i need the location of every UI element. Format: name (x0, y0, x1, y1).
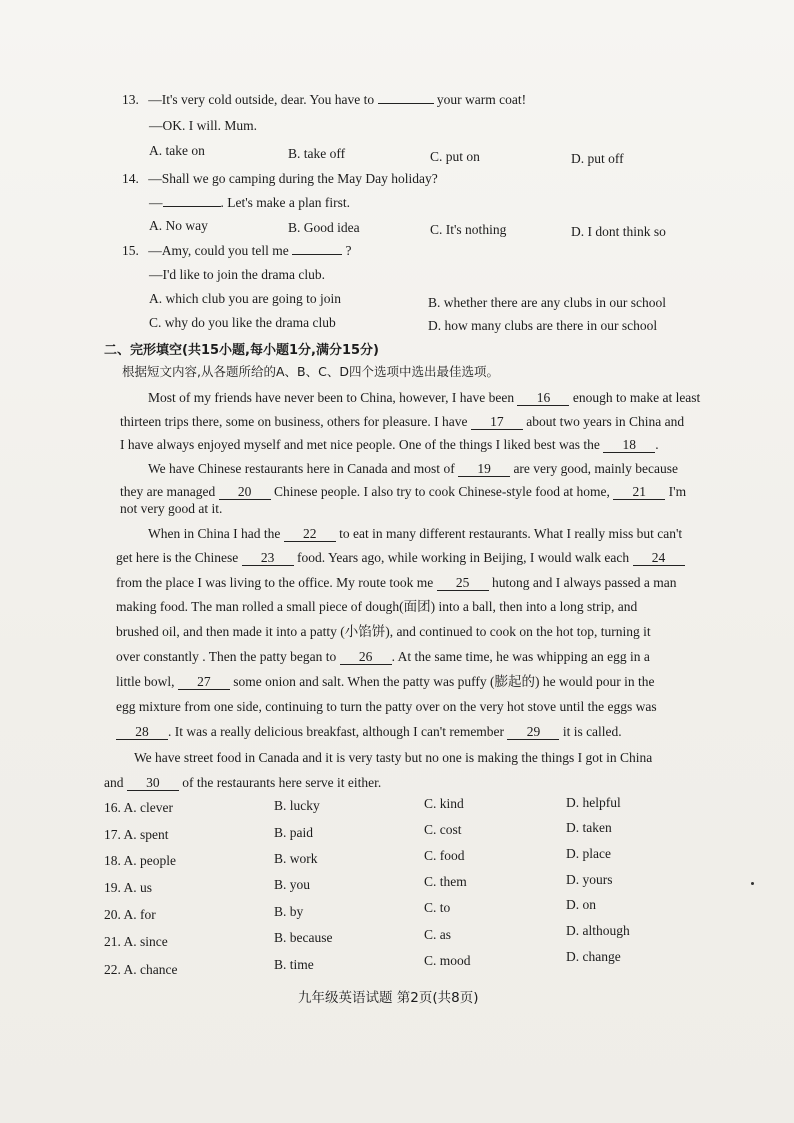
option-16c: C. kind (424, 796, 464, 811)
option-18d: D. place (566, 846, 611, 861)
gap-23: 23 (242, 550, 294, 566)
option-row-22 (104, 962, 177, 978)
gap-29: 29 (507, 724, 559, 740)
question-stem: —It's very cold outside, dear. You have to (148, 92, 375, 107)
passage-line (120, 410, 684, 434)
passage-line (120, 433, 659, 457)
question-15 (122, 243, 351, 259)
option-number: 19. (104, 880, 121, 895)
option-15c: C. why do you like the drama club (149, 315, 336, 330)
option-row-17 (104, 827, 169, 843)
option-22d: D. change (566, 949, 621, 964)
option-20b: B. by (274, 904, 304, 919)
question-stem: —Amy, could you tell me (148, 243, 289, 258)
option-row-19 (104, 880, 152, 896)
passage-line (116, 546, 685, 570)
option-17b: B. paid (274, 825, 313, 840)
answer-blank (292, 254, 342, 255)
option-15b: B. whether there are any clubs in our school (428, 295, 667, 310)
page-footer: 九年级英语试题 第2页(共8页) (298, 990, 479, 1006)
passage-text: they are managed (120, 484, 216, 499)
option-13a: A. take on (149, 143, 205, 158)
question-number: 15. (122, 243, 139, 258)
passage-text: Most of my friends have never been to China, however, I have been (148, 390, 515, 405)
gap-28: 28 (116, 724, 168, 740)
section-title: 二、完形填空(共15小题,每小题1分,满分15分) (104, 343, 379, 358)
gap-16: 16 (517, 390, 569, 406)
question-13-reply: —OK. I will. Mum. (149, 118, 257, 133)
option-a: A. us (123, 880, 153, 895)
gap-25: 25 (437, 575, 489, 591)
question-13 (122, 92, 526, 108)
option-a: A. since (123, 934, 168, 949)
passage-text: about two years in China and (526, 414, 685, 429)
option-row-18 (104, 853, 176, 869)
question-stem: —Shall we go camping during the May Day holiday? (148, 171, 438, 186)
option-14d: D. I dont think so (571, 224, 666, 239)
gap-21: 21 (613, 484, 665, 500)
question-number: 14. (122, 171, 139, 186)
passage-text: and (104, 775, 124, 790)
passage-text: hutong and I always passed a man (492, 575, 677, 590)
gap-26: 26 (340, 649, 392, 665)
passage-line: making food. The man rolled a small piece of dough(面团) into a ball, then into a long strip, and (116, 599, 638, 614)
option-22c: C. mood (424, 953, 471, 968)
passage-text: it is called. (562, 724, 622, 739)
option-22b: B. time (274, 957, 314, 972)
option-number: 18. (104, 853, 121, 868)
passage-line (148, 522, 682, 546)
option-a: A. people (123, 853, 176, 868)
scan-speck (751, 882, 754, 885)
gap-24: 24 (633, 550, 685, 566)
passage-text: When in China I had the (148, 526, 281, 541)
passage-text: food. Years ago, while working in Beijing, I would walk each (296, 550, 630, 565)
option-a: A. spent (123, 827, 169, 842)
passage-line (148, 457, 678, 481)
passage-text: . It was a really delicious breakfast, although I can't remember (168, 724, 505, 739)
passage-line (116, 645, 650, 669)
passage-text: I'm (668, 484, 687, 499)
gap-17: 17 (471, 414, 523, 430)
passage-text: Chinese people. I also try to cook Chinese-style food at home, (273, 484, 610, 499)
dash: — (149, 195, 163, 210)
option-21b: B. because (274, 930, 333, 945)
passage-line (104, 771, 381, 795)
passage-text: get here is the Chinese (116, 550, 239, 565)
gap-22: 22 (284, 526, 336, 542)
option-20d: D. on (566, 897, 596, 912)
reply-text: . Let's make a plan first. (220, 195, 351, 210)
option-19d: D. yours (566, 872, 613, 887)
passage-line: egg mixture from one side, continuing to turn the patty over on the very hot stove until the eggs was (116, 699, 657, 714)
gap-18: 18 (603, 437, 655, 453)
passage-line (116, 720, 622, 744)
option-16d: D. helpful (566, 795, 621, 810)
gap-20: 20 (219, 484, 271, 500)
gap-19: 19 (458, 461, 510, 477)
option-21d: D. although (566, 923, 630, 938)
option-13d: D. put off (571, 151, 624, 166)
passage-text: We have Chinese restaurants here in Canada and most of (148, 461, 455, 476)
option-16b: B. lucky (274, 798, 320, 813)
passage-text: . At the same time, he was whipping an egg in a (391, 649, 650, 664)
option-row-20 (104, 907, 156, 923)
passage-text: enough to make at least (572, 390, 701, 405)
passage-line (148, 386, 700, 410)
passage-text: are very good, mainly because (513, 461, 678, 476)
option-19c: C. them (424, 874, 467, 889)
passage-line (116, 670, 655, 694)
answer-blank (163, 206, 221, 207)
question-15-reply: —I'd like to join the drama club. (149, 267, 326, 282)
option-number: 20. (104, 907, 121, 922)
passage-text: thirteen trips there, some on business, others for pleasure. I have (120, 414, 468, 429)
option-row-16 (104, 800, 173, 816)
option-number: 16. (104, 800, 121, 815)
option-17c: C. cost (424, 822, 462, 837)
gap-30: 30 (127, 775, 179, 791)
option-14c: C. It's nothing (430, 222, 507, 237)
option-18c: C. food (424, 848, 465, 863)
gap-27: 27 (178, 674, 230, 690)
passage-text: from the place I was living to the office. My route took me (116, 575, 434, 590)
option-15a: A. which club you are going to join (149, 291, 341, 306)
option-a: A. chance (123, 962, 178, 977)
option-21c: C. as (424, 927, 451, 942)
option-a: A. clever (123, 800, 173, 815)
option-15d: D. how many clubs are there in our school (428, 318, 658, 333)
option-20c: C. to (424, 900, 451, 915)
section-instruction: 根据短文内容,从各题所给的A、B、C、D四个选项中选出最佳选项。 (122, 364, 499, 379)
passage-line: We have street food in Canada and it is very tasty but no one is making the things I got in China (134, 750, 653, 765)
passage-text: of the restaurants here serve it either. (182, 775, 382, 790)
question-stem-end: ? (345, 243, 352, 258)
option-19b: B. you (274, 877, 311, 892)
passage-text: . (655, 437, 659, 452)
question-14-reply (149, 195, 350, 211)
option-13b: B. take off (288, 146, 346, 161)
option-13c: C. put on (430, 149, 480, 164)
passage-line: brushed oil, and then made it into a patty (小馅饼), and continued to cook on the hot top, turning it (116, 624, 651, 639)
passage-line (116, 571, 677, 595)
passage-text: over constantly . Then the patty began to (116, 649, 337, 664)
question-number: 13. (122, 92, 139, 107)
passage-text: to eat in many different restaurants. What I really miss but can't (339, 526, 683, 541)
option-18b: B. work (274, 851, 318, 866)
option-17d: D. taken (566, 820, 612, 835)
passage-text: I have always enjoyed myself and met nice people. One of the things I liked best was the (120, 437, 600, 452)
question-stem-end: your warm coat! (436, 92, 527, 107)
option-a: A. for (123, 907, 156, 922)
answer-blank (378, 103, 434, 104)
passage-line: not very good at it. (120, 501, 223, 516)
option-number: 17. (104, 827, 121, 842)
option-row-21 (104, 934, 168, 950)
question-14 (122, 171, 438, 187)
option-number: 21. (104, 934, 121, 949)
option-14b: B. Good idea (288, 220, 360, 235)
passage-text: some onion and salt. When the patty was puffy (膨起的) he would pour in the (233, 674, 655, 689)
option-number: 22. (104, 962, 121, 977)
option-14a: A. No way (149, 218, 208, 233)
passage-text: little bowl, (116, 674, 175, 689)
